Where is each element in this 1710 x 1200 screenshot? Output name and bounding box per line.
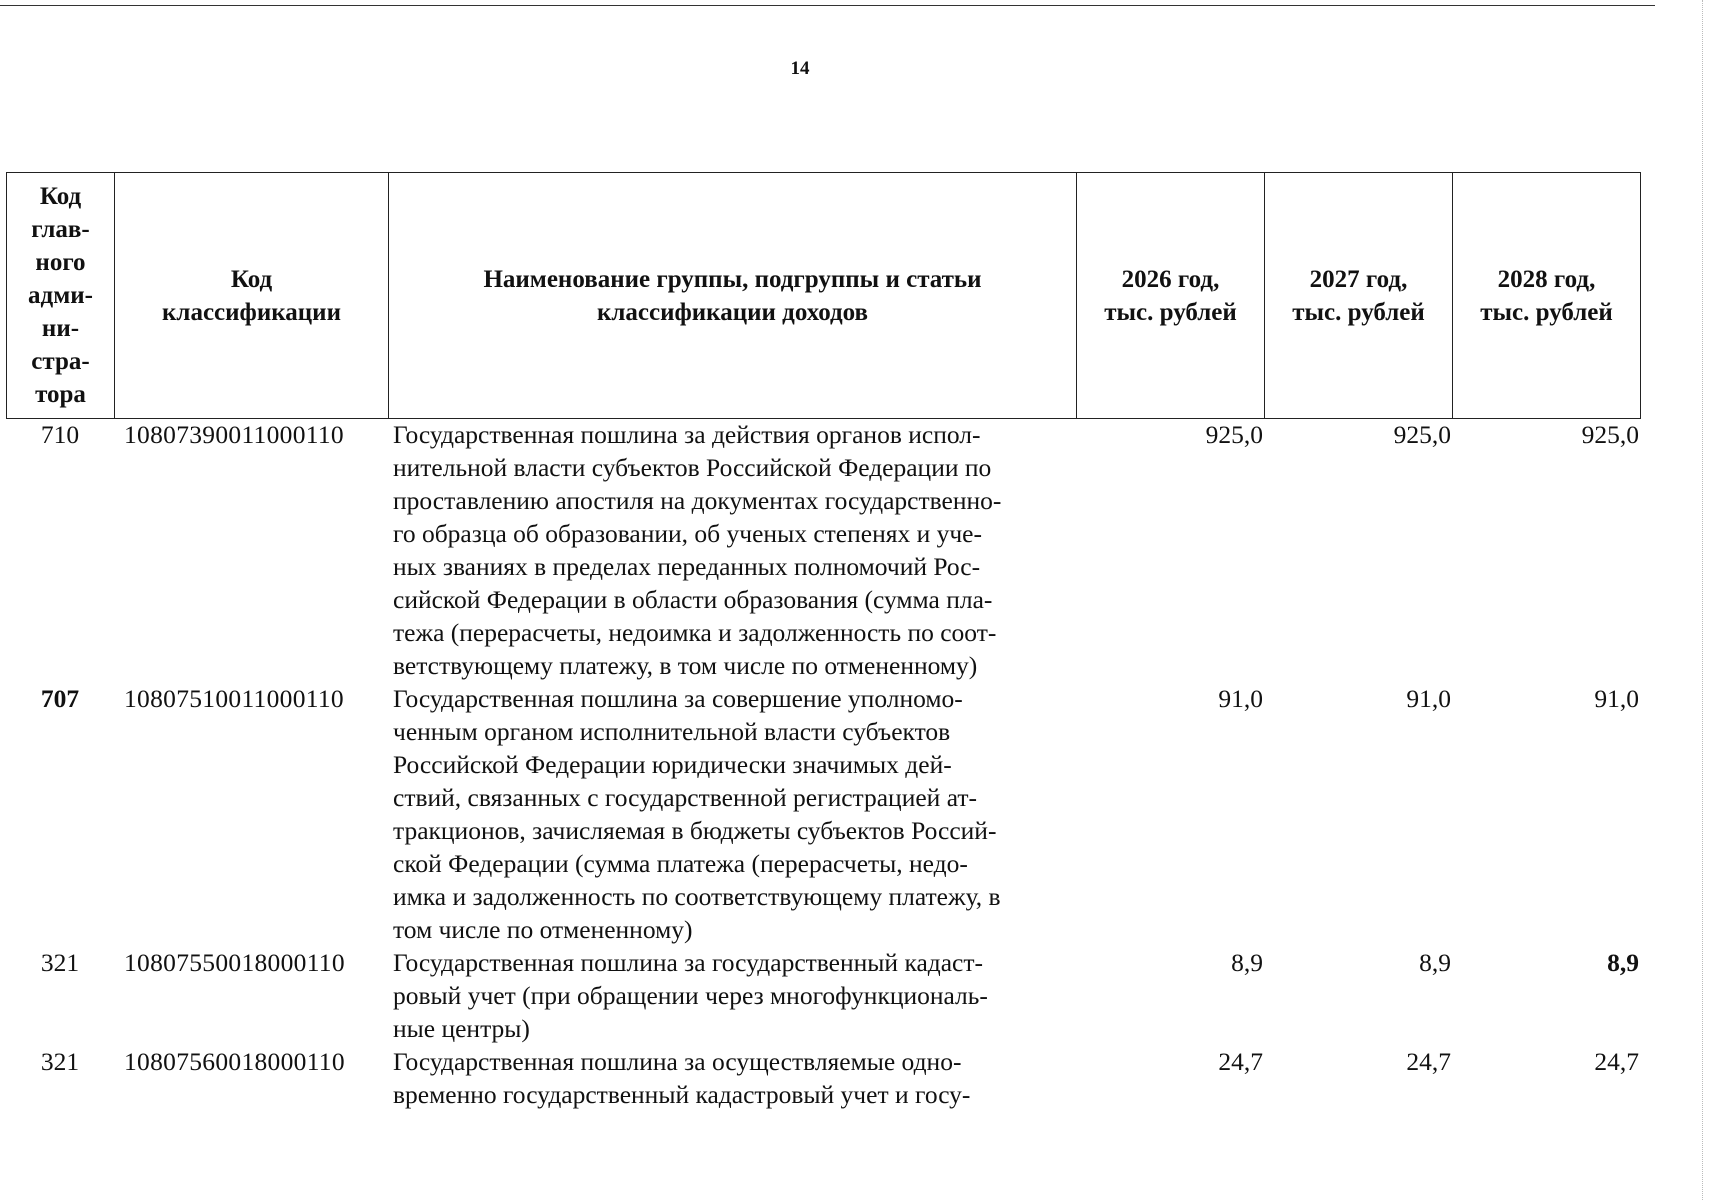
text-line: имка и задолженность по соответствующему платежу, в	[393, 882, 1001, 911]
text-line: ные центры)	[393, 1014, 530, 1043]
text-line: Российской Федерации юридически значимых дей-	[393, 750, 952, 779]
header-year-2027	[1265, 173, 1453, 419]
header-year-2028-lines	[1457, 263, 1636, 329]
value-2026-cell: 24,7	[1218, 1047, 1263, 1076]
text-line: Код	[230, 265, 273, 293]
value-2027-cell: 925,0	[1393, 420, 1451, 449]
admin-code-cell: 710	[40, 420, 80, 449]
income-name-cell	[388, 682, 1076, 946]
header-year-2026-lines	[1081, 263, 1260, 329]
value-2027-cell: 24,7	[1406, 1047, 1451, 1076]
value-2026-cell: 91,0	[1218, 684, 1263, 713]
text-line: проставлению апостиля на документах государственно-	[393, 486, 1002, 515]
header-year-2028	[1453, 173, 1641, 419]
text-line: ветствующему платежу, в том числе по отмененному)	[393, 651, 978, 680]
value-2028-cell: 24,7	[1594, 1047, 1639, 1076]
table-header	[6, 172, 1641, 419]
income-name-cell	[388, 1045, 1076, 1111]
text-line: го образца об образовании, об ученых степенях и уче-	[393, 519, 982, 548]
admin-code-cell: 707	[40, 684, 80, 713]
text-line: Государственная пошлина за государственный кадаст-	[393, 948, 984, 977]
admin-code-cell: 321	[40, 948, 80, 977]
page-number: 14	[790, 58, 810, 79]
table-row	[6, 1045, 1640, 1111]
value-2028-cell: 925,0	[1581, 420, 1639, 449]
text-line: ской Федерации (сумма платежа (перерасчеты, недо-	[393, 849, 968, 878]
text-line: 2028 год,	[1497, 265, 1596, 293]
text-line: классификации	[162, 298, 341, 326]
table-row	[6, 682, 1640, 946]
top-rule	[0, 5, 1655, 6]
classification-code-cell: 10807560018000110	[124, 1047, 345, 1076]
text-line: сийской Федерации в области образования (сумма пла-	[393, 585, 993, 614]
page-edge	[1702, 0, 1703, 1200]
text-line: ных званиях в пределах переданных полномочий Рос-	[393, 552, 981, 581]
text-line: глав-	[31, 216, 90, 243]
text-line: Наименование группы, подгруппы и статьи	[483, 265, 982, 293]
header-income-name-lines	[393, 263, 1072, 329]
text-line: тежа (перерасчеты, недоимка и задолженность по соот-	[393, 618, 997, 647]
header-income-name	[389, 173, 1077, 419]
text-line: тыс. рублей	[1104, 298, 1237, 326]
text-line: нительной власти субъектов Российской Федерации по	[393, 453, 992, 482]
classification-code-cell: 10807510011000110	[124, 684, 344, 713]
table-body	[6, 418, 1640, 1111]
text-line: ровый учет (при обращении через многофункциональ-	[393, 981, 988, 1010]
text-line: том числе по отмененному)	[393, 915, 693, 944]
table-row	[6, 418, 1640, 682]
text-line: Код	[39, 183, 82, 210]
value-2028-cell: 91,0	[1594, 684, 1639, 713]
header-classification-code-lines	[119, 263, 384, 329]
text-line: ни-	[41, 315, 80, 342]
classification-code-cell: 10807390011000110	[124, 420, 344, 449]
value-2026-cell: 925,0	[1205, 420, 1263, 449]
text-line: ствий, связанных с государственной регистрацией ат-	[393, 783, 977, 812]
text-line: тракционов, зачисляемая в бюджеты субъектов Россий-	[393, 816, 997, 845]
text-line: тора	[35, 381, 86, 408]
value-2026-cell: 8,9	[1231, 948, 1263, 977]
text-line: тыс. рублей	[1292, 298, 1425, 326]
text-line: 2026 год,	[1121, 265, 1220, 293]
table-row	[6, 946, 1640, 1045]
header-year-2026	[1077, 173, 1265, 419]
admin-code-cell: 321	[40, 1047, 80, 1076]
text-line: Государственная пошлина за совершение уполномо-	[393, 684, 963, 713]
text-line: классификации доходов	[596, 298, 869, 326]
classification-code-cell: 10807550018000110	[124, 948, 345, 977]
header-year-2027-lines	[1269, 263, 1448, 329]
income-name-cell	[388, 418, 1076, 682]
header-admin-code-lines	[11, 180, 110, 411]
text-line: адми-	[28, 282, 93, 309]
text-line: Государственная пошлина за осуществляемые одно-	[393, 1047, 962, 1076]
text-line: Государственная пошлина за действия органов испол-	[393, 420, 981, 449]
header-classification-code	[115, 173, 389, 419]
header-admin-code	[7, 173, 115, 419]
income-name-cell	[388, 946, 1076, 1045]
text-line: ного	[35, 249, 86, 276]
text-line: 2027 год,	[1309, 265, 1408, 293]
value-2027-cell: 91,0	[1406, 684, 1451, 713]
value-2028-cell: 8,9	[1607, 948, 1639, 977]
value-2027-cell: 8,9	[1419, 948, 1451, 977]
text-line: ченным органом исполнительной власти субъектов	[393, 717, 951, 746]
text-line: стра-	[31, 348, 90, 375]
text-line: временно государственный кадастровый учет и госу-	[393, 1080, 971, 1109]
text-line: тыс. рублей	[1480, 298, 1613, 326]
